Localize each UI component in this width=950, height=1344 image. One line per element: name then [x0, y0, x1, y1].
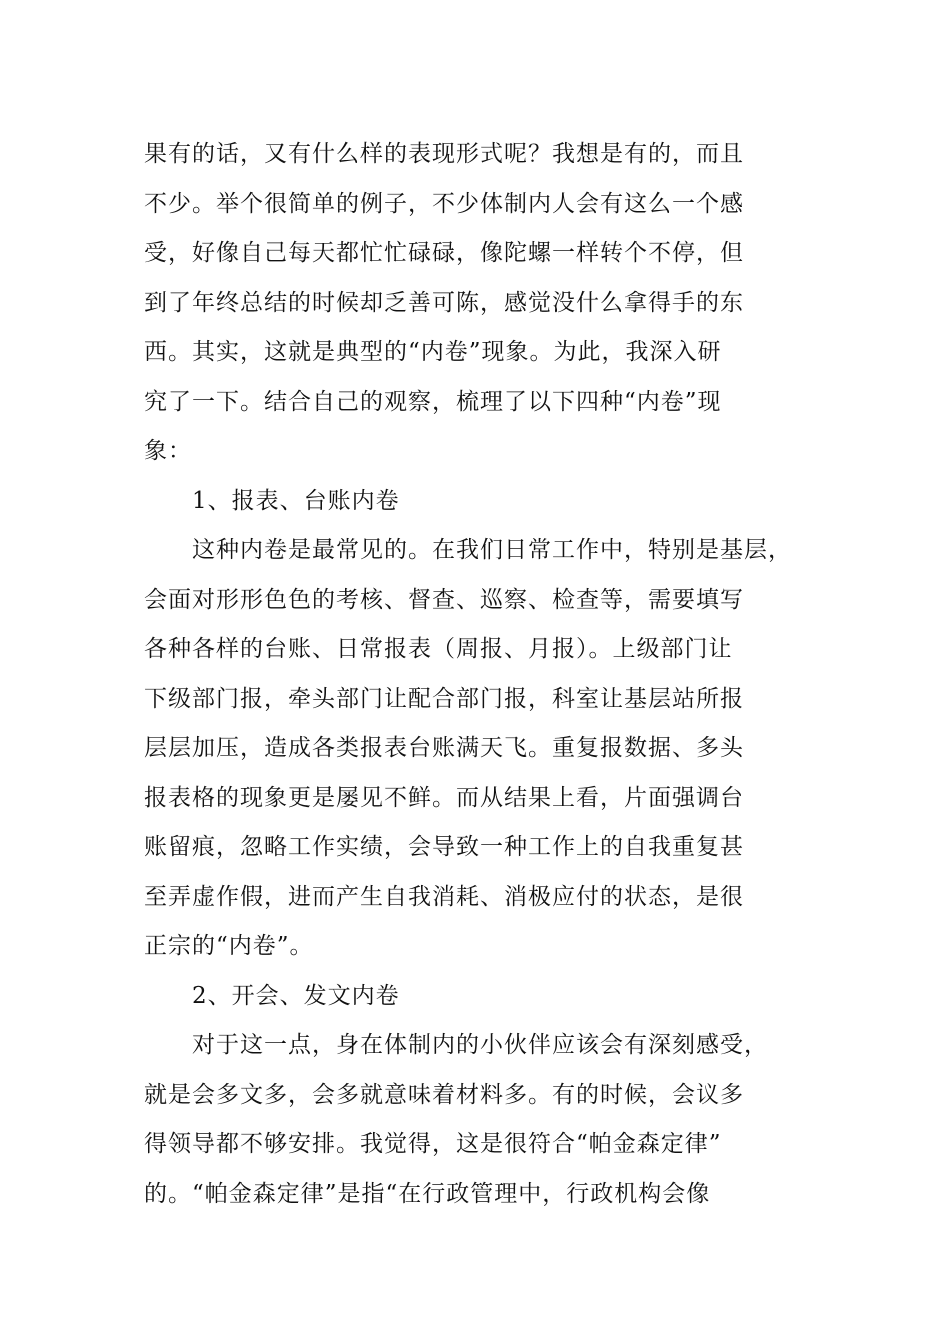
- document-body: [144, 130, 824, 1219]
- paragraph-line: 这种内卷是最常见的。在我们日常工作中，特别是基层，: [192, 537, 792, 563]
- paragraph-line: 得领导都不够安排。我觉得，这是很符合“帕金森定律”: [144, 1131, 722, 1157]
- paragraph-line: 层层加压，造成各类报表台账满天飞。重复报数据、多头: [144, 735, 744, 761]
- paragraph-line: 对于这一点，身在体制内的小伙伴应该会有深刻感受，: [192, 1032, 768, 1058]
- paragraph-line: 正宗的“内卷”。: [144, 933, 314, 959]
- paragraph-line: 不少。举个很简单的例子，不少体制内人会有这么一个感: [144, 190, 744, 217]
- paragraph-line: 果有的话，又有什么样的表现形式呢？我想是有的，而且: [144, 141, 744, 167]
- paragraph-line: 西。其实，这就是典型的“内卷”现象。为此，我深入研: [144, 339, 722, 365]
- paragraph-line: 就是会多文多，会多就意味着材料多。有的时候，会议多: [144, 1081, 744, 1108]
- section-heading-1: 1、报表、台账内卷: [192, 487, 400, 514]
- paragraph-line: 下级部门报，牵头部门让配合部门报，科室让基层站所报: [144, 685, 744, 712]
- section-heading-2: 2、开会、发文内卷: [192, 982, 400, 1009]
- paragraph-line: 账留痕，忽略工作实绩，会导致一种工作上的自我重复甚: [144, 834, 744, 860]
- paragraph-line: 会面对形形色色的考核、督查、巡察、检查等，需要填写: [144, 586, 744, 613]
- paragraph-line: 各种各样的台账、日常报表（周报、月报）。上级部门让: [144, 636, 733, 662]
- paragraph-line: 受，好像自己每天都忙忙碌碌，像陀螺一样转个不停，但: [144, 240, 744, 266]
- paragraph-line: 至弄虚作假，进而产生自我消耗、消极应付的状态，是很: [144, 883, 744, 910]
- paragraph-line: 报表格的现象更是屡见不鲜。而从结果上看，片面强调台: [144, 784, 744, 811]
- paragraph-line: 的。“帕金森定律”是指“在行政管理中，行政机构会像: [144, 1180, 711, 1207]
- paragraph-line: 究了一下。结合自己的观察，梳理了以下四种“内卷”现: [144, 388, 722, 415]
- paragraph-line: 象：: [144, 438, 192, 464]
- paragraph-line: 到了年终总结的时候却乏善可陈，感觉没什么拿得手的东: [144, 289, 744, 316]
